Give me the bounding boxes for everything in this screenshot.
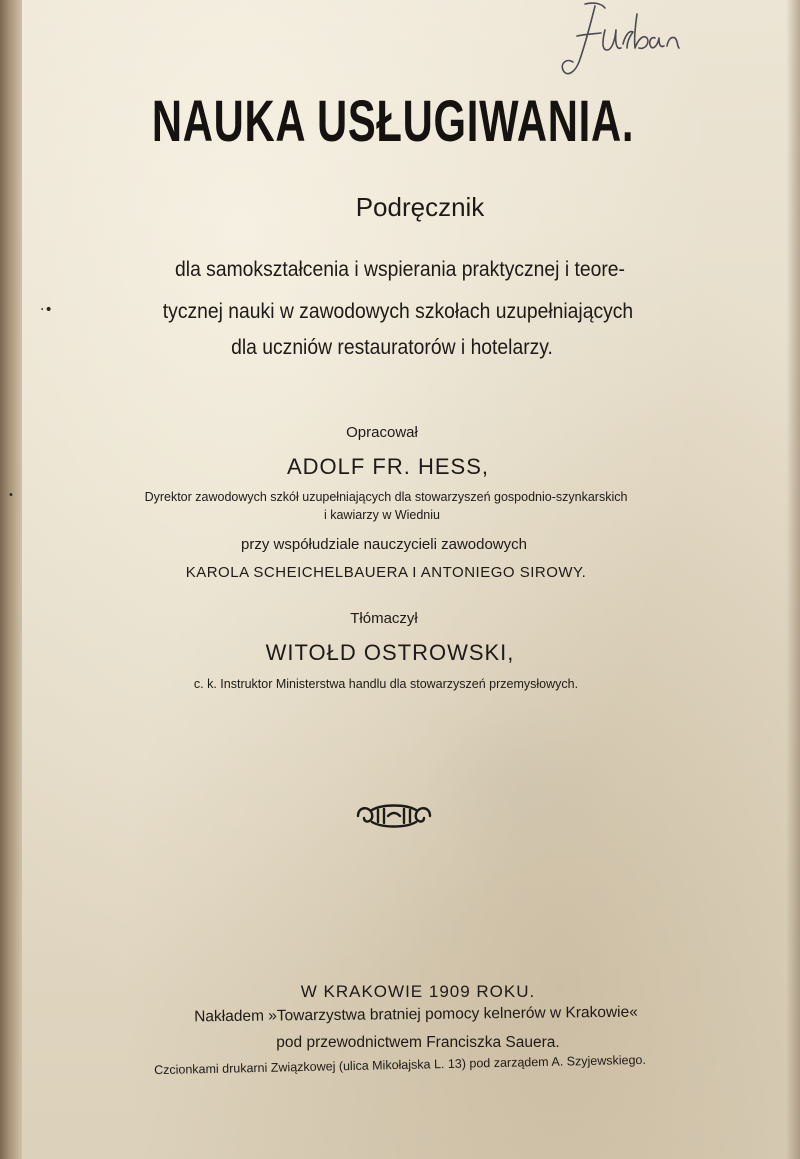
- margin-mark: ·•: [40, 302, 53, 318]
- imprint-place-year: W KRAKOWIE 1909 ROKU.: [300, 982, 536, 1001]
- description-line-2: tycznej nauki w zawodowych szkołach uzupełniających: [162, 300, 634, 323]
- margin-dot: •: [8, 490, 14, 501]
- description-line-3: dla uczniów restauratorów i hotelarzy.: [231, 336, 553, 359]
- art-nouveau-ornament-icon: [352, 800, 436, 832]
- translator-name: WITOŁD OSTROWSKI,: [265, 640, 515, 665]
- translator-intro: Tłómaczył: [350, 610, 418, 627]
- translator-role: c. k. Instruktor Ministerstwa handlu dla stowarzyszeń przemysłowych.: [193, 677, 579, 691]
- author-intro: Opracował: [346, 424, 418, 441]
- imprint-chair: pod przewodnictwem Franciszka Sauera.: [276, 1034, 560, 1051]
- imprint-publisher: Nakładem »Towarzystwa bratniej pomocy kelnerów w Krakowie«: [194, 1003, 638, 1026]
- book-subtitle: Podręcznik: [355, 192, 485, 222]
- book-title: NAUKA USŁUGIWANIA.: [151, 89, 635, 154]
- author-role-line-1: Dyrektor zawodowych szkół uzupełniających dla stowarzyszeń gospodnio-szynkarskich: [144, 490, 628, 504]
- collaborators-names: KAROLA SCHEICHELBAUERA I ANTONIEGO SIROWY.: [185, 564, 587, 581]
- collaboration-text: przy współudziale nauczycieli zawodowych: [241, 536, 527, 553]
- paper-crease: [420, 700, 620, 880]
- handwritten-signature: [555, 0, 685, 85]
- imprint-printer: Czcionkami drukarni Związkowej (ulica Mikołajska L. 13) pod zarządem A. Szyjewskiego.: [153, 1052, 647, 1078]
- author-role-line-2: i kawiarzy w Wiedniu: [323, 508, 440, 522]
- description-line-1: dla samokształcenia i wspierania praktycznej i teore-: [175, 258, 625, 281]
- author-name: ADOLF FR. HESS,: [286, 454, 490, 479]
